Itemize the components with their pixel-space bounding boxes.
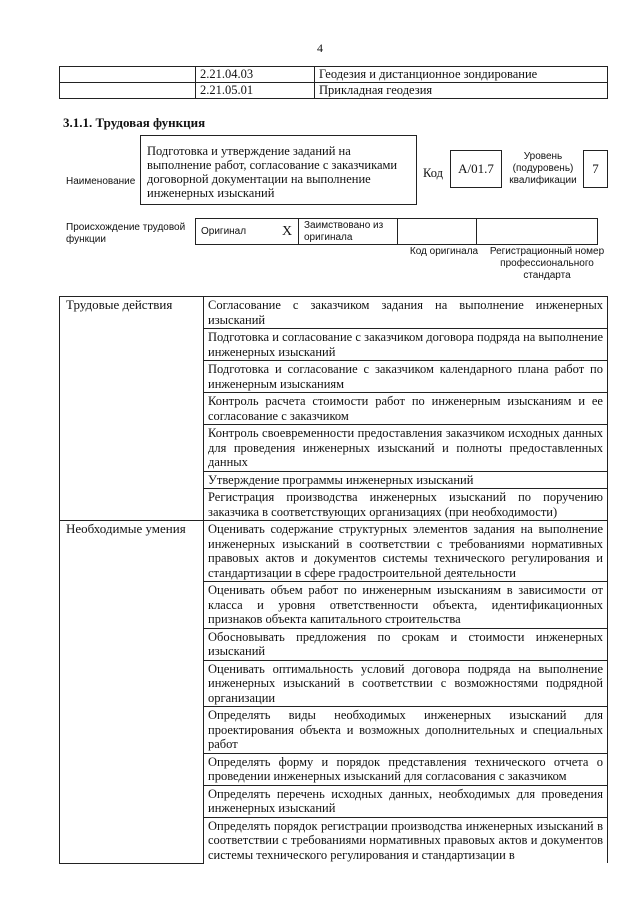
empty-cell [60, 83, 196, 99]
labor-actions-header: Трудовые действия [60, 297, 204, 521]
list-item: Утверждение программы инженерных изысканий [204, 471, 608, 489]
section-title: 3.1.1. Трудовая функция [63, 115, 206, 130]
list-item: Оценивать оптимальность условий договора подряда на выполнение инженерных изысканий в соответствии с возможностями подрядной организации [204, 660, 608, 707]
function-code: A/01.7 [450, 150, 502, 188]
list-item: Определять виды необходимых инженерных изысканий для проектирования объекта и возможных дополнительных и специальных работ [204, 707, 608, 754]
list-item: Определять форму и порядок представления технического отчета о проведении инженерных изысканий для согласования с заказчиком [204, 753, 608, 785]
origin-table [195, 218, 598, 245]
specialty-table [59, 66, 608, 99]
registration-number-caption: Регистрационный номер профессионального стандарта [489, 246, 605, 281]
list-item: Обосновывать предложения по срокам и стоимости инженерных изысканий [204, 628, 608, 660]
list-item: Контроль расчета стоимости работ по инженерным изысканиям и ее согласование с заказчиком [204, 393, 608, 425]
borrowed-label: Заимствовано из оригинала [299, 219, 398, 245]
level-label: Уровень (подуровень) квалификации [509, 151, 577, 186]
specialty-name: Прикладная геодезия [315, 83, 608, 99]
original-code-cell [398, 219, 477, 245]
specialty-name: Геодезия и дистанционное зондирование [315, 67, 608, 83]
original-label: Оригинал [196, 219, 277, 245]
origin-label: Происхождение трудовой функции [66, 222, 186, 245]
list-item: Регистрация производства инженерных изысканий по поручению заказчика в соответствующих организациях (при необходимости) [204, 489, 608, 521]
list-item: Контроль своевременности предоставления заказчиком исходных данных для проведения инженерных изысканий и полноты предоставленных данных [204, 425, 608, 472]
page-number: 4 [317, 41, 323, 55]
table-row [60, 67, 608, 83]
table-row [60, 521, 608, 582]
list-item: Определять перечень исходных данных, необходимых для проведения инженерных изысканий [204, 785, 608, 817]
registration-number-cell [477, 219, 598, 245]
specialty-code: 2.21.05.01 [196, 83, 315, 99]
original-mark: X [276, 219, 299, 245]
list-item: Подготовка и согласование с заказчиком договора подряда на выполнение инженерных изысканий [204, 329, 608, 361]
function-details-table [59, 296, 608, 864]
name-label: Наименование [66, 176, 136, 187]
list-item: Оценивать объем работ по инженерным изысканиям в зависимости от класса и уровня ответственности объекта, идентификационных признаков объекта капитального строительства [204, 582, 608, 629]
list-item: Подготовка и согласование с заказчиком календарного плана работ по инженерным изысканиям [204, 361, 608, 393]
code-label: Код [423, 166, 443, 180]
table-row [60, 83, 608, 99]
specialty-code: 2.21.04.03 [196, 67, 315, 83]
list-item: Оценивать содержание структурных элементов задания на выполнение инженерных изысканий в соответствии с требованиями нормативных правовых актов и документов системы технического регулирования и стандартизации в сфере градостроительной деятельности [204, 521, 608, 582]
table-row [60, 297, 608, 329]
table-row [196, 219, 598, 245]
list-item: Согласование с заказчиком задания на выполнение инженерных изысканий [204, 297, 608, 329]
required-skills-header: Необходимые умения [60, 521, 204, 864]
original-code-caption: Код оригинала [409, 246, 479, 257]
list-item: Определять порядок регистрации производства инженерных изысканий в соответствии с требованиями нормативных правовых актов и документов системы технического регулирования и стандартизации в [204, 817, 608, 863]
function-name: Подготовка и утверждение заданий на выполнение работ, согласование с заказчиками договорной документации на выполнение инженерных изысканий [140, 135, 417, 205]
qualification-level: 7 [583, 150, 608, 188]
empty-cell [60, 67, 196, 83]
